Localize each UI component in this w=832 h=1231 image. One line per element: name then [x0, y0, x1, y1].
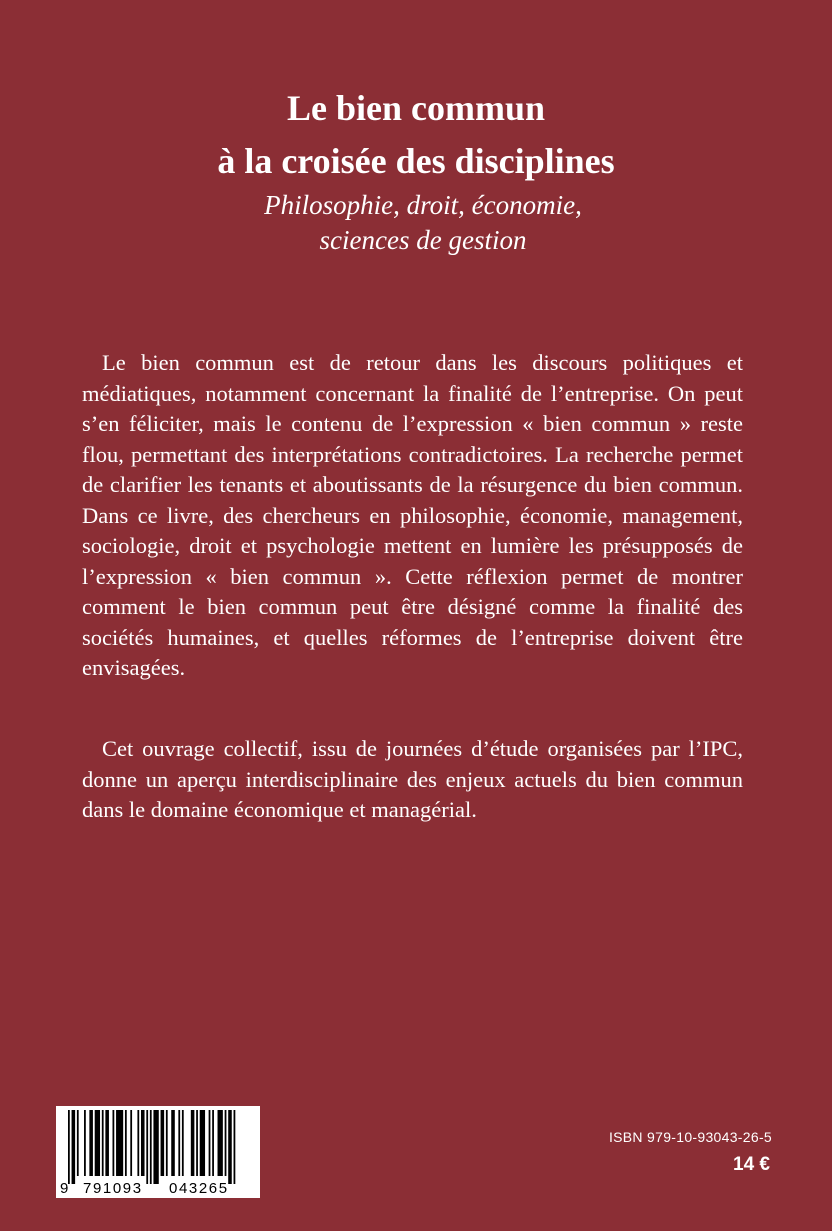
- barcode-bar: [178, 1110, 180, 1176]
- barcode-bar: [209, 1110, 211, 1176]
- barcode-bar: [146, 1110, 148, 1184]
- barcode-bar: [171, 1110, 175, 1176]
- barcode-first-digit: 9: [60, 1180, 69, 1197]
- barcode-bar: [68, 1110, 70, 1184]
- barcode-left-digits: 791093: [83, 1180, 143, 1197]
- barcode-bar: [84, 1110, 86, 1176]
- barcode-bar: [196, 1110, 198, 1176]
- title-line-1: Le bien commun: [286, 88, 545, 128]
- isbn-number: ISBN 979-10-93043-26-5: [608, 1129, 772, 1145]
- barcode-right-digits: 043265: [169, 1180, 229, 1197]
- barcode-bar: [116, 1110, 123, 1176]
- barcode-bar: [225, 1110, 227, 1176]
- barcode-bar: [137, 1110, 139, 1176]
- barcode-bar: [95, 1110, 100, 1176]
- barcode-bar: [153, 1110, 158, 1184]
- blurb-paragraph-2: Cet ouvrage collectif, issu de journées d’étude organisées par l’IPC, donne un aperçu interdisciplinaire des enjeux actuels du bien commun dans le domaine économique et managérial.: [82, 736, 743, 822]
- title-line-2: à la croisée des disciplines: [217, 141, 615, 181]
- barcode-bar: [218, 1110, 223, 1176]
- barcode-graphic: [56, 1106, 260, 1198]
- barcode-bar: [141, 1110, 145, 1176]
- subtitle-line-1: Philosophie, droit, économie,: [264, 190, 582, 220]
- subtitle-line-2: sciences de gestion: [319, 225, 527, 255]
- barcode-bar: [113, 1110, 115, 1176]
- barcode-bar: [182, 1110, 184, 1176]
- barcode-bar: [89, 1110, 93, 1176]
- barcode-bars: [68, 1110, 235, 1184]
- price: 14 €: [733, 1154, 770, 1175]
- barcode-bar: [161, 1110, 165, 1176]
- barcode-bar: [72, 1110, 76, 1184]
- barcode-bar: [77, 1110, 79, 1176]
- barcode-bar: [150, 1110, 152, 1184]
- blurb-paragraph-1: Le bien commun est de retour dans les discours politiques et médiatiques, notamment concernant la finalité de l’entreprise. On peut s’en féliciter, mais le contenu de l’expression « bien commun » reste flou, permettant des interprétations contradictoires. La recherche permet de clarifier les tenants et aboutissants de la résurgence du bien commun. Dans ce livre, des chercheurs en philosophie, économie, management, sociologie, droit et psychologie mettent en lumière les présupposés de l’expression « bien commun ». Cette réflexion permet de montrer comment le bien commun peut être désigné comme la finalité des sociétés humaines, et quelles réformes de l’entreprise doivent être envisagées.: [82, 350, 743, 680]
- barcode-bar: [166, 1110, 168, 1176]
- barcode-bar: [200, 1110, 205, 1176]
- barcode-bar: [228, 1110, 232, 1184]
- book-subtitle: [0, 188, 832, 258]
- book-title: [0, 82, 832, 188]
- barcode-bar: [212, 1110, 214, 1176]
- barcode: [56, 1106, 260, 1198]
- barcode-bar: [130, 1110, 132, 1176]
- barcode-bar: [125, 1110, 127, 1176]
- barcode-bar: [105, 1110, 109, 1176]
- barcode-bar: [234, 1110, 236, 1184]
- barcode-bar: [191, 1110, 195, 1176]
- barcode-bar: [102, 1110, 104, 1176]
